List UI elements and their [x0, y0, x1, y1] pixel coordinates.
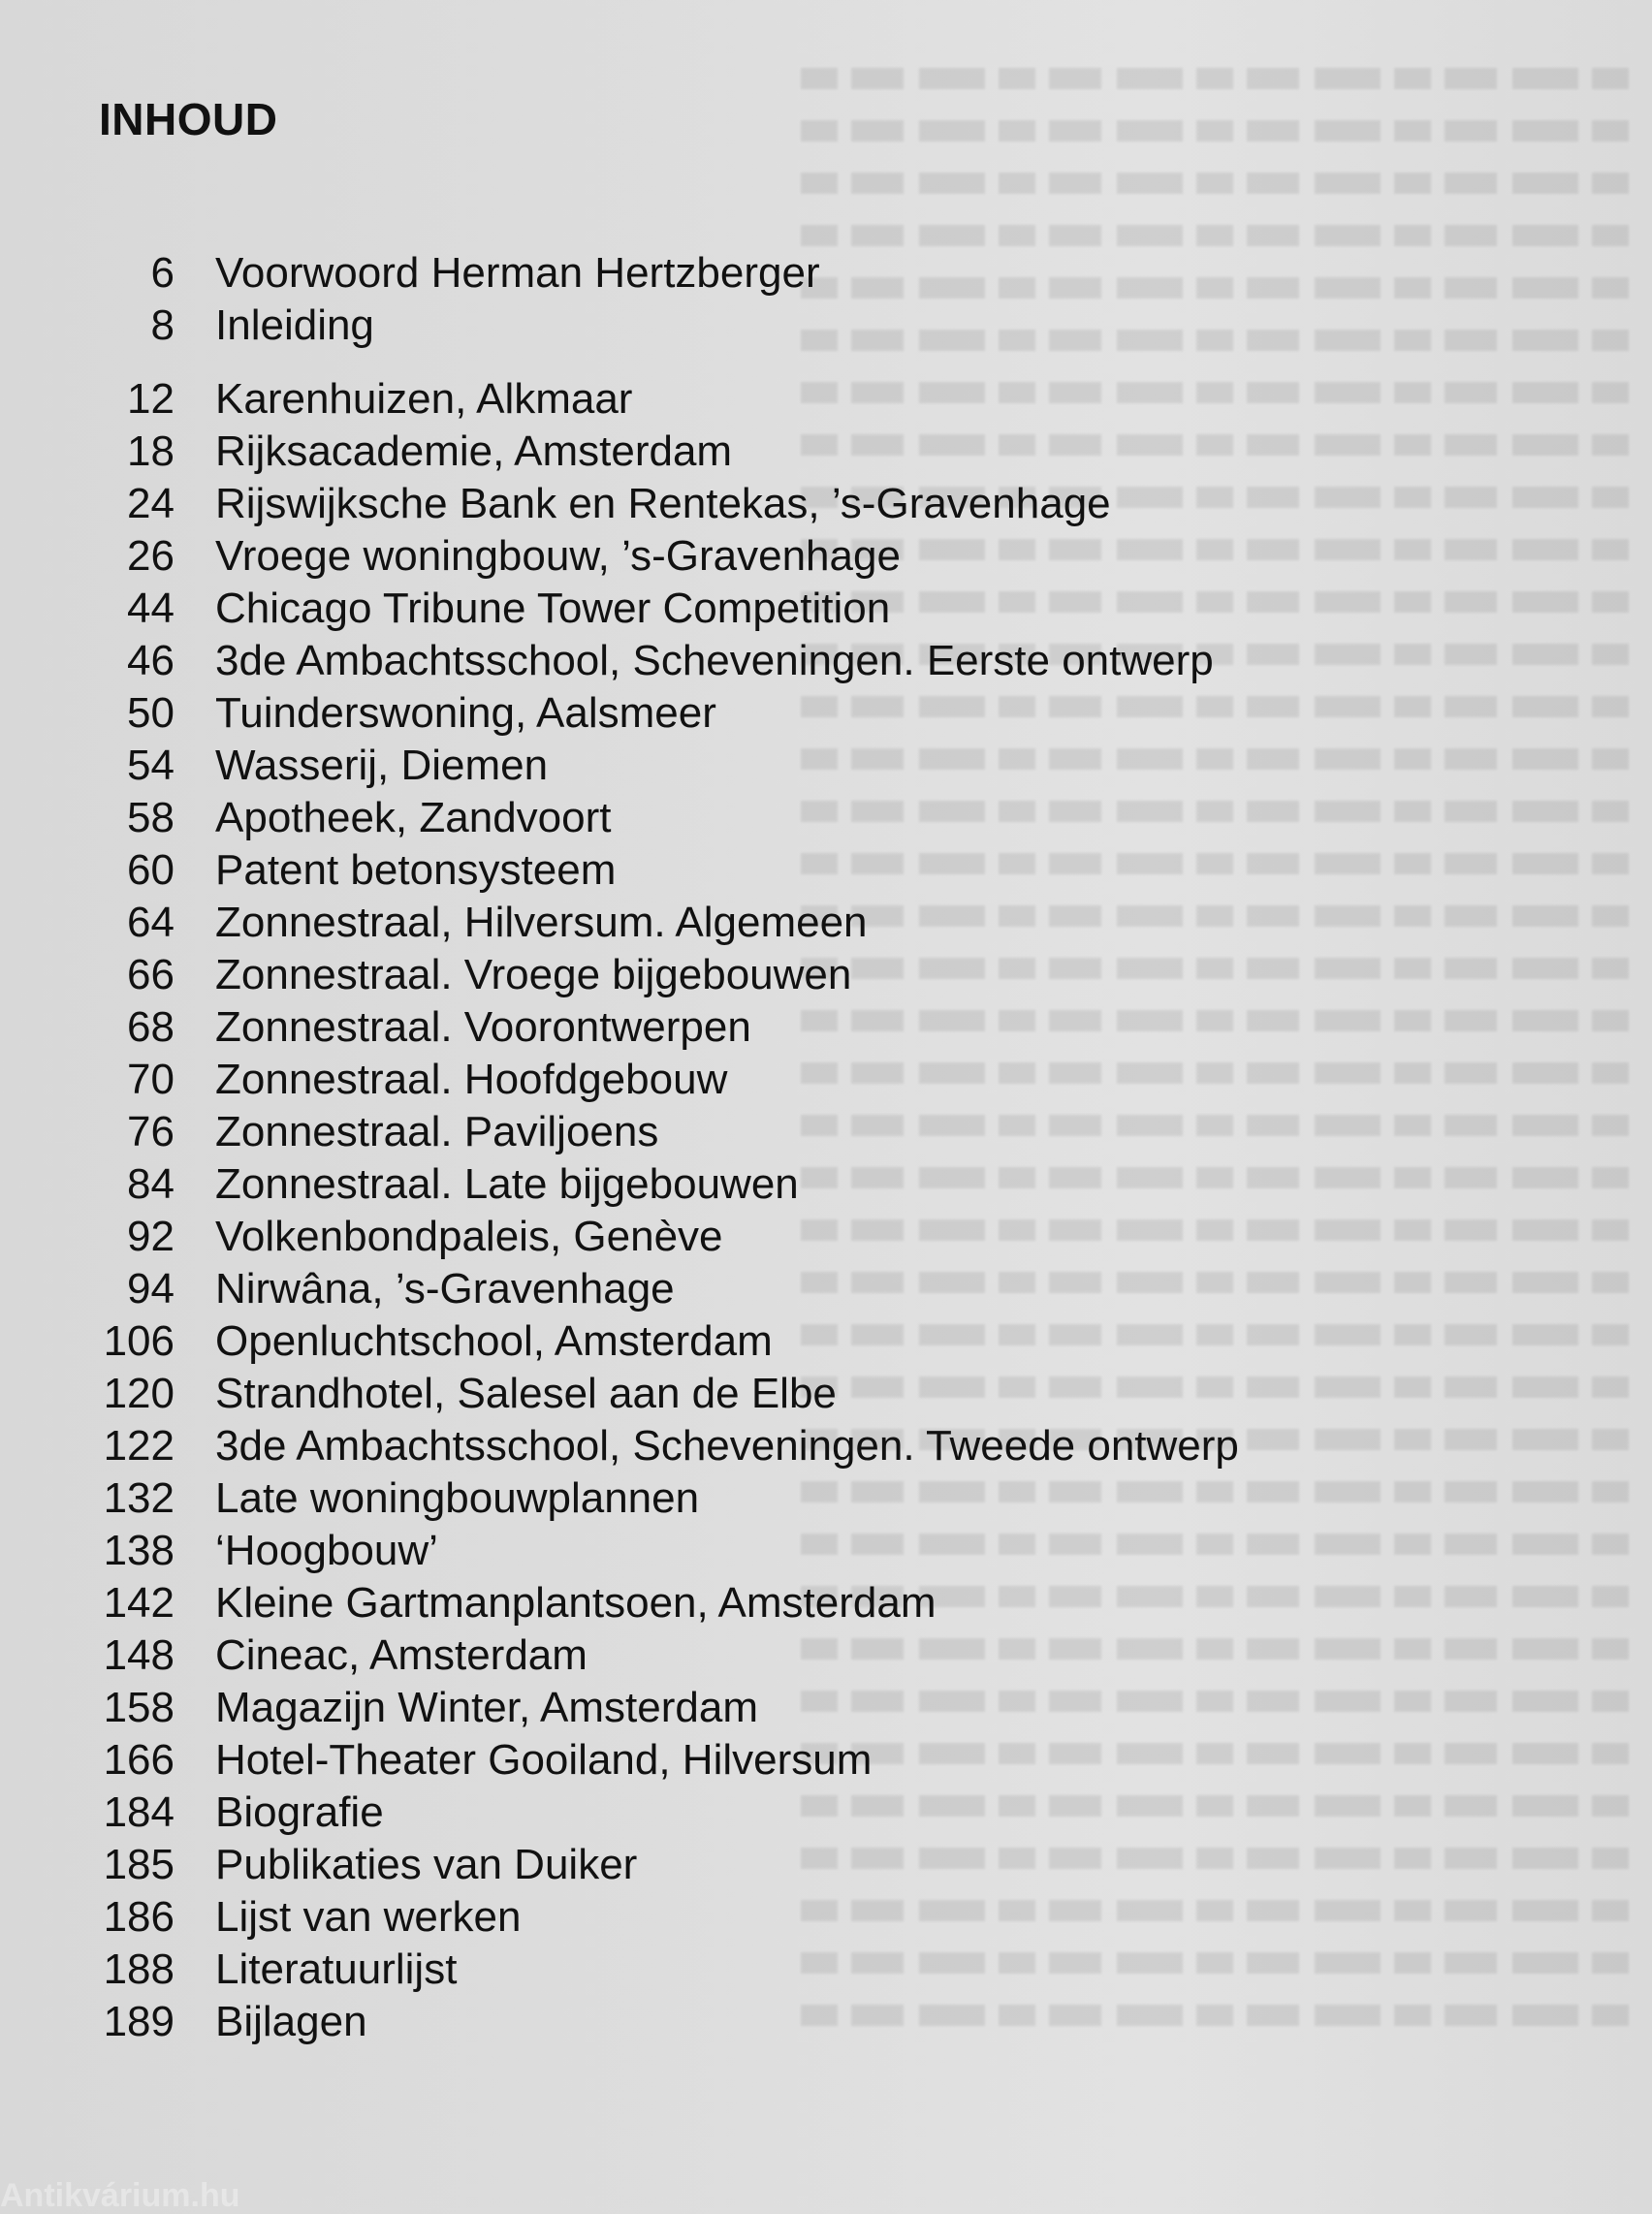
toc-entry — [78, 1525, 1532, 1577]
toc-entry-title: Rijswijksche Bank en Rentekas, ’s-Gravenhage — [215, 480, 1111, 527]
toc-entry-title: Magazijn Winter, Amsterdam — [215, 1684, 758, 1731]
table-of-contents — [78, 247, 1532, 2048]
toc-page-number: 8 — [150, 301, 175, 349]
toc-entry — [78, 583, 1532, 635]
toc-entry — [78, 792, 1532, 844]
toc-entry — [78, 1001, 1532, 1054]
toc-entry-title: Apotheek, Zandvoort — [215, 794, 612, 841]
toc-entry — [78, 1420, 1532, 1472]
toc-entry-title: Patent betonsysteem — [215, 846, 617, 894]
toc-entry — [78, 1787, 1532, 1839]
toc-entry-title: 3de Ambachtsschool, Scheveningen. Tweede ontwerp — [215, 1422, 1239, 1470]
toc-entry — [78, 740, 1532, 792]
toc-entry-title: Vroege woningbouw, ’s-Gravenhage — [215, 532, 901, 580]
toc-entry-title: Literatuurlijst — [215, 1945, 458, 1993]
toc-entry — [78, 897, 1532, 949]
toc-page-number: 158 — [103, 1684, 175, 1731]
toc-entry-title: Openluchtschool, Amsterdam — [215, 1317, 773, 1365]
toc-page-number: 50 — [127, 689, 175, 737]
toc-entry — [78, 1734, 1532, 1787]
toc-entry-title: ‘Hoogbouw’ — [215, 1527, 438, 1574]
toc-page-number: 185 — [103, 1841, 175, 1888]
toc-entry — [78, 300, 1532, 352]
toc-entry — [78, 1106, 1532, 1158]
toc-page-number: 24 — [127, 480, 175, 527]
toc-entry-title: Zonnestraal. Late bijgebouwen — [215, 1160, 799, 1208]
page-title: INHOUD — [99, 94, 278, 144]
watermark: Antikvárium.hu — [0, 2177, 240, 2214]
toc-entry-title: Cineac, Amsterdam — [215, 1631, 588, 1679]
toc-page-number: 58 — [127, 794, 175, 841]
toc-page-number: 66 — [127, 951, 175, 998]
toc-page-number: 44 — [127, 585, 175, 632]
toc-entry-title: Wasserij, Diemen — [215, 742, 549, 789]
toc-page-number: 46 — [127, 637, 175, 684]
toc-entry — [78, 1158, 1532, 1211]
toc-page-number: 94 — [127, 1265, 175, 1313]
toc-entry — [78, 1839, 1532, 1891]
toc-entry-title: Zonnestraal. Paviljoens — [215, 1108, 659, 1155]
toc-entry — [78, 687, 1532, 740]
toc-entry — [78, 635, 1532, 687]
toc-entry-title: Bijlagen — [215, 1998, 367, 2045]
toc-page-number: 92 — [127, 1213, 175, 1260]
toc-page-number: 64 — [127, 899, 175, 946]
toc-entry — [78, 530, 1532, 583]
toc-page-number: 138 — [103, 1527, 175, 1574]
toc-entry-title: Lijst van werken — [215, 1893, 522, 1941]
toc-entry — [78, 1315, 1532, 1368]
toc-page-number: 84 — [127, 1160, 175, 1208]
toc-entry-title: Late woningbouwplannen — [215, 1474, 700, 1522]
toc-page-number: 122 — [103, 1422, 175, 1470]
toc-entry — [78, 373, 1532, 426]
toc-page-number: 184 — [103, 1788, 175, 1836]
toc-entry — [78, 1891, 1532, 1944]
toc-entry — [78, 426, 1532, 478]
toc-entry — [78, 1682, 1532, 1734]
toc-page-number: 60 — [127, 846, 175, 894]
toc-page-number: 186 — [103, 1893, 175, 1941]
toc-entry-title: Inleiding — [215, 301, 374, 349]
toc-page-number: 189 — [103, 1998, 175, 2045]
toc-entry-title: Volkenbondpaleis, Genève — [215, 1213, 723, 1260]
toc-page-number: 18 — [127, 427, 175, 475]
toc-page-number: 6 — [150, 249, 175, 297]
toc-page-number: 142 — [103, 1579, 175, 1627]
toc-entry — [78, 1211, 1532, 1263]
toc-entry — [78, 478, 1532, 530]
toc-entry — [78, 949, 1532, 1001]
toc-entry — [78, 1944, 1532, 1996]
toc-entry-title: Publikaties van Duiker — [215, 1841, 638, 1888]
toc-page-number: 26 — [127, 532, 175, 580]
toc-page-number: 132 — [103, 1474, 175, 1522]
toc-entry — [78, 1054, 1532, 1106]
toc-page-number: 188 — [103, 1945, 175, 1993]
toc-entry-title: Chicago Tribune Tower Competition — [215, 585, 891, 632]
toc-page-number: 166 — [103, 1736, 175, 1784]
toc-page-number: 148 — [103, 1631, 175, 1679]
toc-entry — [78, 1472, 1532, 1525]
toc-page-number: 120 — [103, 1370, 175, 1417]
toc-page-number: 106 — [103, 1317, 175, 1365]
toc-entry — [78, 1368, 1532, 1420]
toc-entry-title: Tuinderswoning, Aalsmeer — [215, 689, 716, 737]
toc-entry-title: Nirwâna, ’s-Gravenhage — [215, 1265, 675, 1313]
toc-entry-title: Voorwoord Herman Hertzberger — [215, 249, 820, 297]
toc-entry-title: Biografie — [215, 1788, 384, 1836]
toc-entry — [78, 247, 1532, 300]
toc-entry — [78, 1629, 1532, 1682]
toc-entry-title: Karenhuizen, Alkmaar — [215, 375, 633, 423]
toc-entry — [78, 844, 1532, 897]
toc-entry-title: 3de Ambachtsschool, Scheveningen. Eerste ontwerp — [215, 637, 1214, 684]
toc-entry-title: Zonnestraal. Voorontwerpen — [215, 1003, 751, 1051]
toc-page-number: 68 — [127, 1003, 175, 1051]
toc-entry-title: Zonnestraal. Vroege bijgebouwen — [215, 951, 852, 998]
toc-page-number: 70 — [127, 1056, 175, 1103]
toc-page-number: 76 — [127, 1108, 175, 1155]
toc-page-number: 54 — [127, 742, 175, 789]
toc-entry — [78, 1263, 1532, 1315]
toc-entry-title: Strandhotel, Salesel aan de Elbe — [215, 1370, 837, 1417]
toc-entry — [78, 1996, 1532, 2048]
toc-page-number: 12 — [127, 375, 175, 423]
toc-entry-title: Hotel-Theater Gooiland, Hilversum — [215, 1736, 873, 1784]
toc-entry — [78, 1577, 1532, 1629]
toc-entry-title: Kleine Gartmanplantsoen, Amsterdam — [215, 1579, 937, 1627]
toc-entry-title: Zonnestraal. Hoofdgebouw — [215, 1056, 728, 1103]
toc-entry-title: Zonnestraal, Hilversum. Algemeen — [215, 899, 868, 946]
toc-entry-title: Rijksacademie, Amsterdam — [215, 427, 733, 475]
